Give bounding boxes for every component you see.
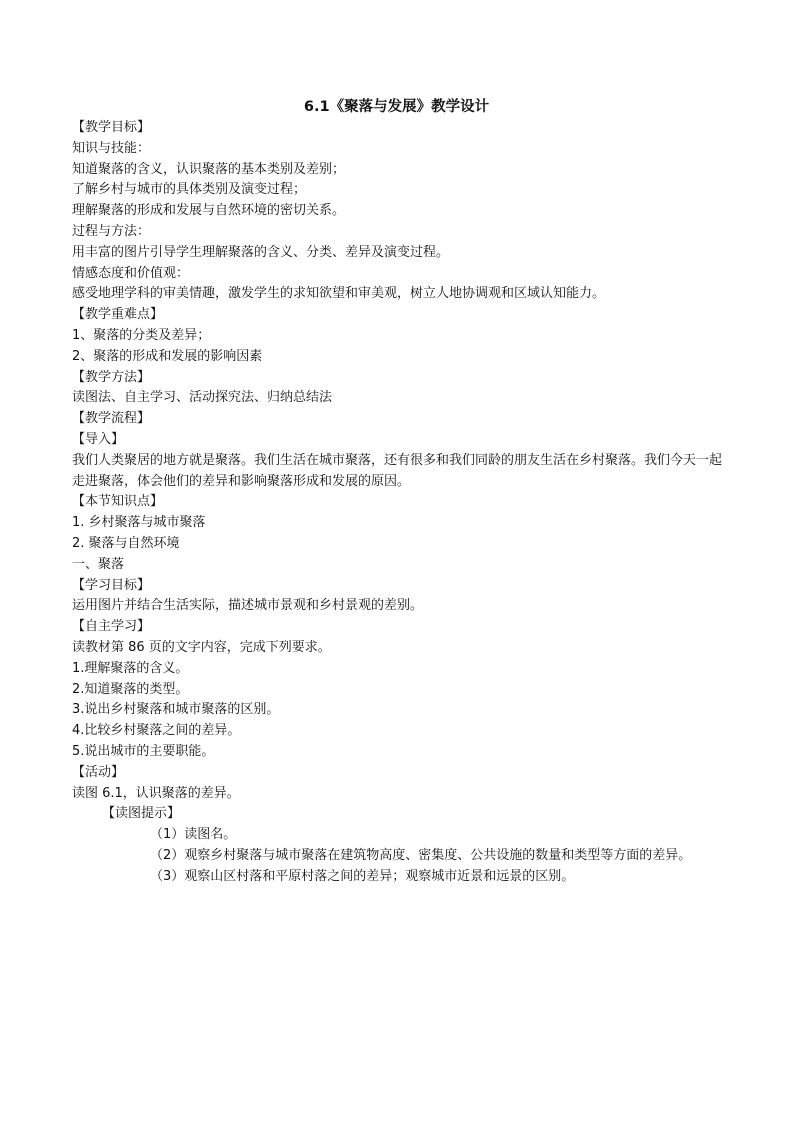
- chapter-heading: 一、聚落: [72, 556, 125, 572]
- list-item: 4.比较乡村聚落之间的差异。: [72, 723, 241, 739]
- section-heading-activity: 【活动】: [72, 764, 125, 780]
- text-line: 感受地理学科的审美情趣，激发学生的求知欲望和审美观，树立人地协调观和区域认知能力。: [72, 286, 606, 302]
- intro-paragraph: 我们人类聚居的地方就是聚落。我们生活在城市聚落，还有很多和我们同龄的朋友生活在乡村聚落。我们今天一起走进聚落，体会他们的差异和影响聚落形成和发展的原因。: [72, 452, 723, 489]
- text-line: 用丰富的图片引导学生理解聚落的含义、分类、差异及演变过程。: [72, 244, 450, 260]
- subheading-process-methods: 过程与方法：: [72, 223, 151, 239]
- text-line: 读图法、自主学习、活动探究法、归纳总结法: [72, 390, 333, 406]
- text-line: 读教材第 86 页的文字内容，完成下列要求。: [72, 639, 331, 655]
- section-heading-intro: 【导入】: [72, 431, 125, 447]
- section-heading-reading-hints: 【读图提示】: [102, 806, 181, 822]
- subheading-attitudes-values: 情感态度和价值观：: [72, 265, 190, 281]
- list-item: 2. 聚落与自然环境: [72, 535, 180, 551]
- list-item: 5.说出城市的主要职能。: [72, 743, 215, 759]
- section-heading-knowledge-points: 【本节知识点】: [72, 494, 164, 510]
- text-line: 了解乡村与城市的具体类别及演变过程；: [72, 182, 307, 198]
- hint-item: （3）观察山区村落和平原村落之间的差异；观察城市近景和远景的区别。: [150, 868, 575, 884]
- document-title: 6.1《聚落与发展》教学设计: [303, 99, 490, 115]
- section-heading-key-points: 【教学重难点】: [72, 307, 164, 323]
- list-item: 3.说出乡村聚落和城市聚落的区别。: [72, 702, 280, 718]
- section-heading-process: 【教学流程】: [72, 411, 151, 427]
- text-line: 理解聚落的形成和发展与自然环境的密切关系。: [72, 203, 346, 219]
- section-heading-learning-goals: 【学习目标】: [72, 577, 151, 593]
- list-item: 1. 乡村聚落与城市聚落: [72, 515, 206, 531]
- list-item: 1.理解聚落的含义。: [72, 660, 189, 676]
- section-heading-self-study: 【自主学习】: [72, 619, 151, 635]
- section-heading-methods: 【教学方法】: [72, 369, 151, 385]
- text-line: 1、聚落的分类及差异；: [72, 327, 211, 343]
- text-line: 2、聚落的形成和发展的影响因素: [72, 348, 263, 364]
- text-line: 知道聚落的含义，认识聚落的基本类别及差别；: [72, 161, 346, 177]
- section-heading-objectives: 【教学目标】: [72, 120, 151, 135]
- text-line: 读图 6.1，认识聚落的差异。: [72, 785, 240, 801]
- hint-item: （1）读图名。: [150, 827, 237, 843]
- subheading-knowledge-skills: 知识与技能：: [72, 140, 151, 156]
- document-body: [72, 118, 732, 887]
- list-item: 2.知道聚落的类型。: [72, 681, 189, 697]
- text-line: 运用图片并结合生活实际，描述城市景观和乡村景观的差别。: [72, 598, 424, 614]
- hint-item: （2）观察乡村聚落与城市聚落在建筑物高度、密集度、公共设施的数量和类型等方面的差异。: [150, 847, 692, 863]
